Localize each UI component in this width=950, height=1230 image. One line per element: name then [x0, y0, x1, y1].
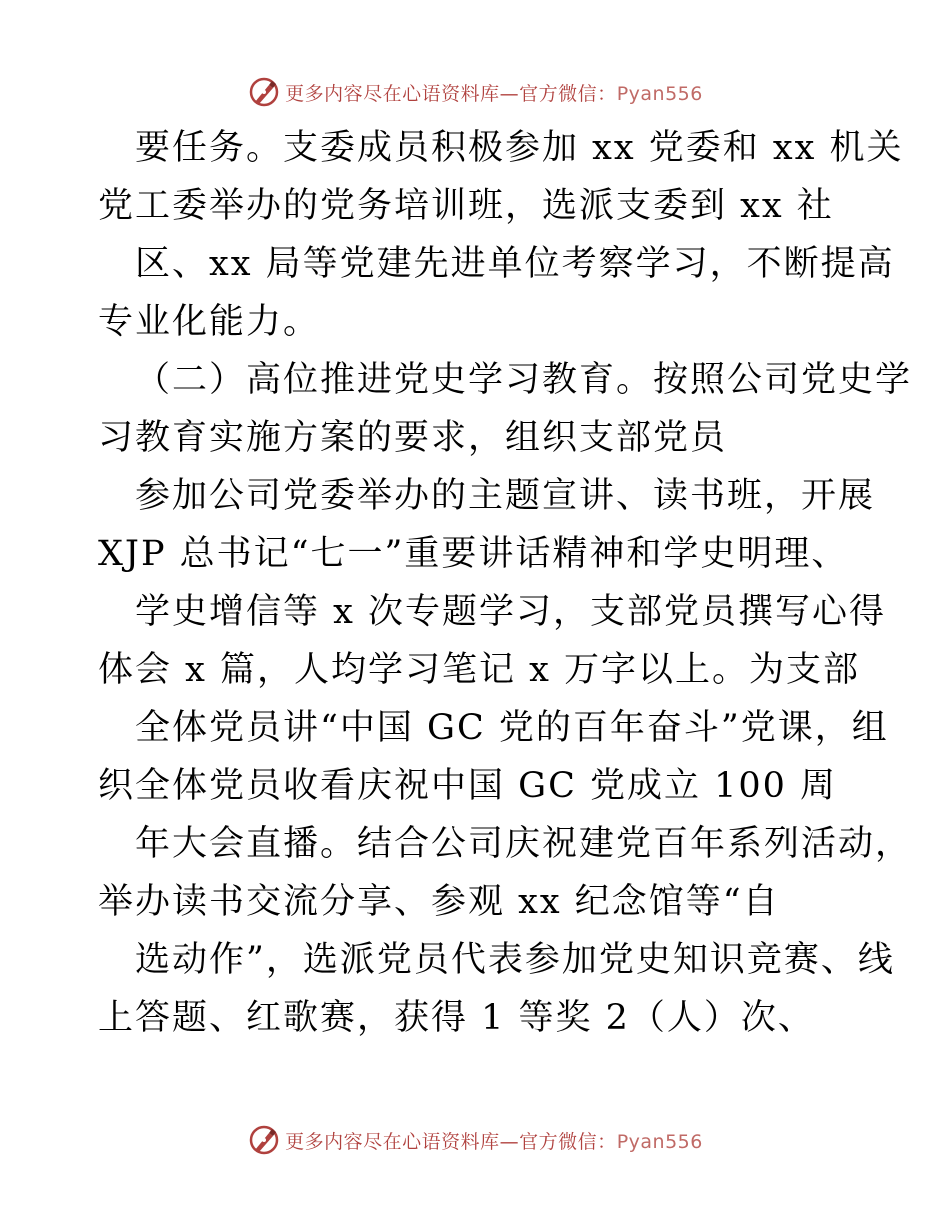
watermark-wechat-label: 官方微信：	[519, 1130, 617, 1153]
watermark-separator: —	[499, 82, 520, 105]
pen-logo-icon	[247, 75, 281, 109]
text-line: 举办读书交流分享、参观 xx 纪念馆等“自	[98, 882, 780, 922]
text-line: 专业化能力。	[98, 302, 321, 342]
text-line: XJP 总书记“七一”重要讲话精神和学史明理、	[98, 534, 849, 574]
watermark-wechat-id: Pyan556	[616, 1130, 703, 1153]
text-line: 年大会直播。结合公司庆祝建党百年系列活动，	[135, 824, 913, 864]
text-line: 党工委举办的党务培训班，选派支委到 xx 社	[98, 186, 834, 226]
text-line: 学史增信等 x 次专题学习，支部党员撰写心得	[135, 592, 886, 632]
text-line: （二）高位推进党史学习教育。按照公司党史学	[135, 360, 913, 400]
text-line: 习教育实施方案的要求，组织支部党员	[98, 418, 728, 458]
watermark-footer	[0, 1120, 950, 1160]
watermark-main-text: 更多内容尽在心语资料库	[285, 1130, 500, 1153]
text-line: 要任务。支委成员积极参加 xx 党委和 xx 机关	[135, 128, 904, 168]
text-line: 参加公司党委举办的主题宣讲、读书班，开展	[135, 476, 876, 516]
text-line: 全体党员讲“中国 GC 党的百年奋斗”党课，组	[135, 708, 889, 748]
watermark-separator: —	[499, 1130, 520, 1153]
text-line: 上答题、红歌赛，获得 1 等奖 2（人）次、	[98, 998, 815, 1038]
watermark-wechat-id: Pyan556	[616, 82, 703, 105]
pen-logo-icon	[247, 1123, 281, 1157]
watermark-wechat-label: 官方微信：	[519, 82, 617, 105]
text-line: 体会 x 篇，人均学习笔记 x 万字以上。为支部	[98, 650, 860, 690]
text-line: 织全体党员收看庆祝中国 GC 党成立 100 周	[98, 766, 838, 806]
text-line: 区、xx 局等党建先进单位考察学习，不断提高	[135, 244, 895, 284]
watermark-main-text: 更多内容尽在心语资料库	[285, 82, 500, 105]
watermark-header	[0, 72, 950, 112]
text-line: 选动作”，选派党员代表参加党史知识竞赛、线	[135, 940, 895, 980]
